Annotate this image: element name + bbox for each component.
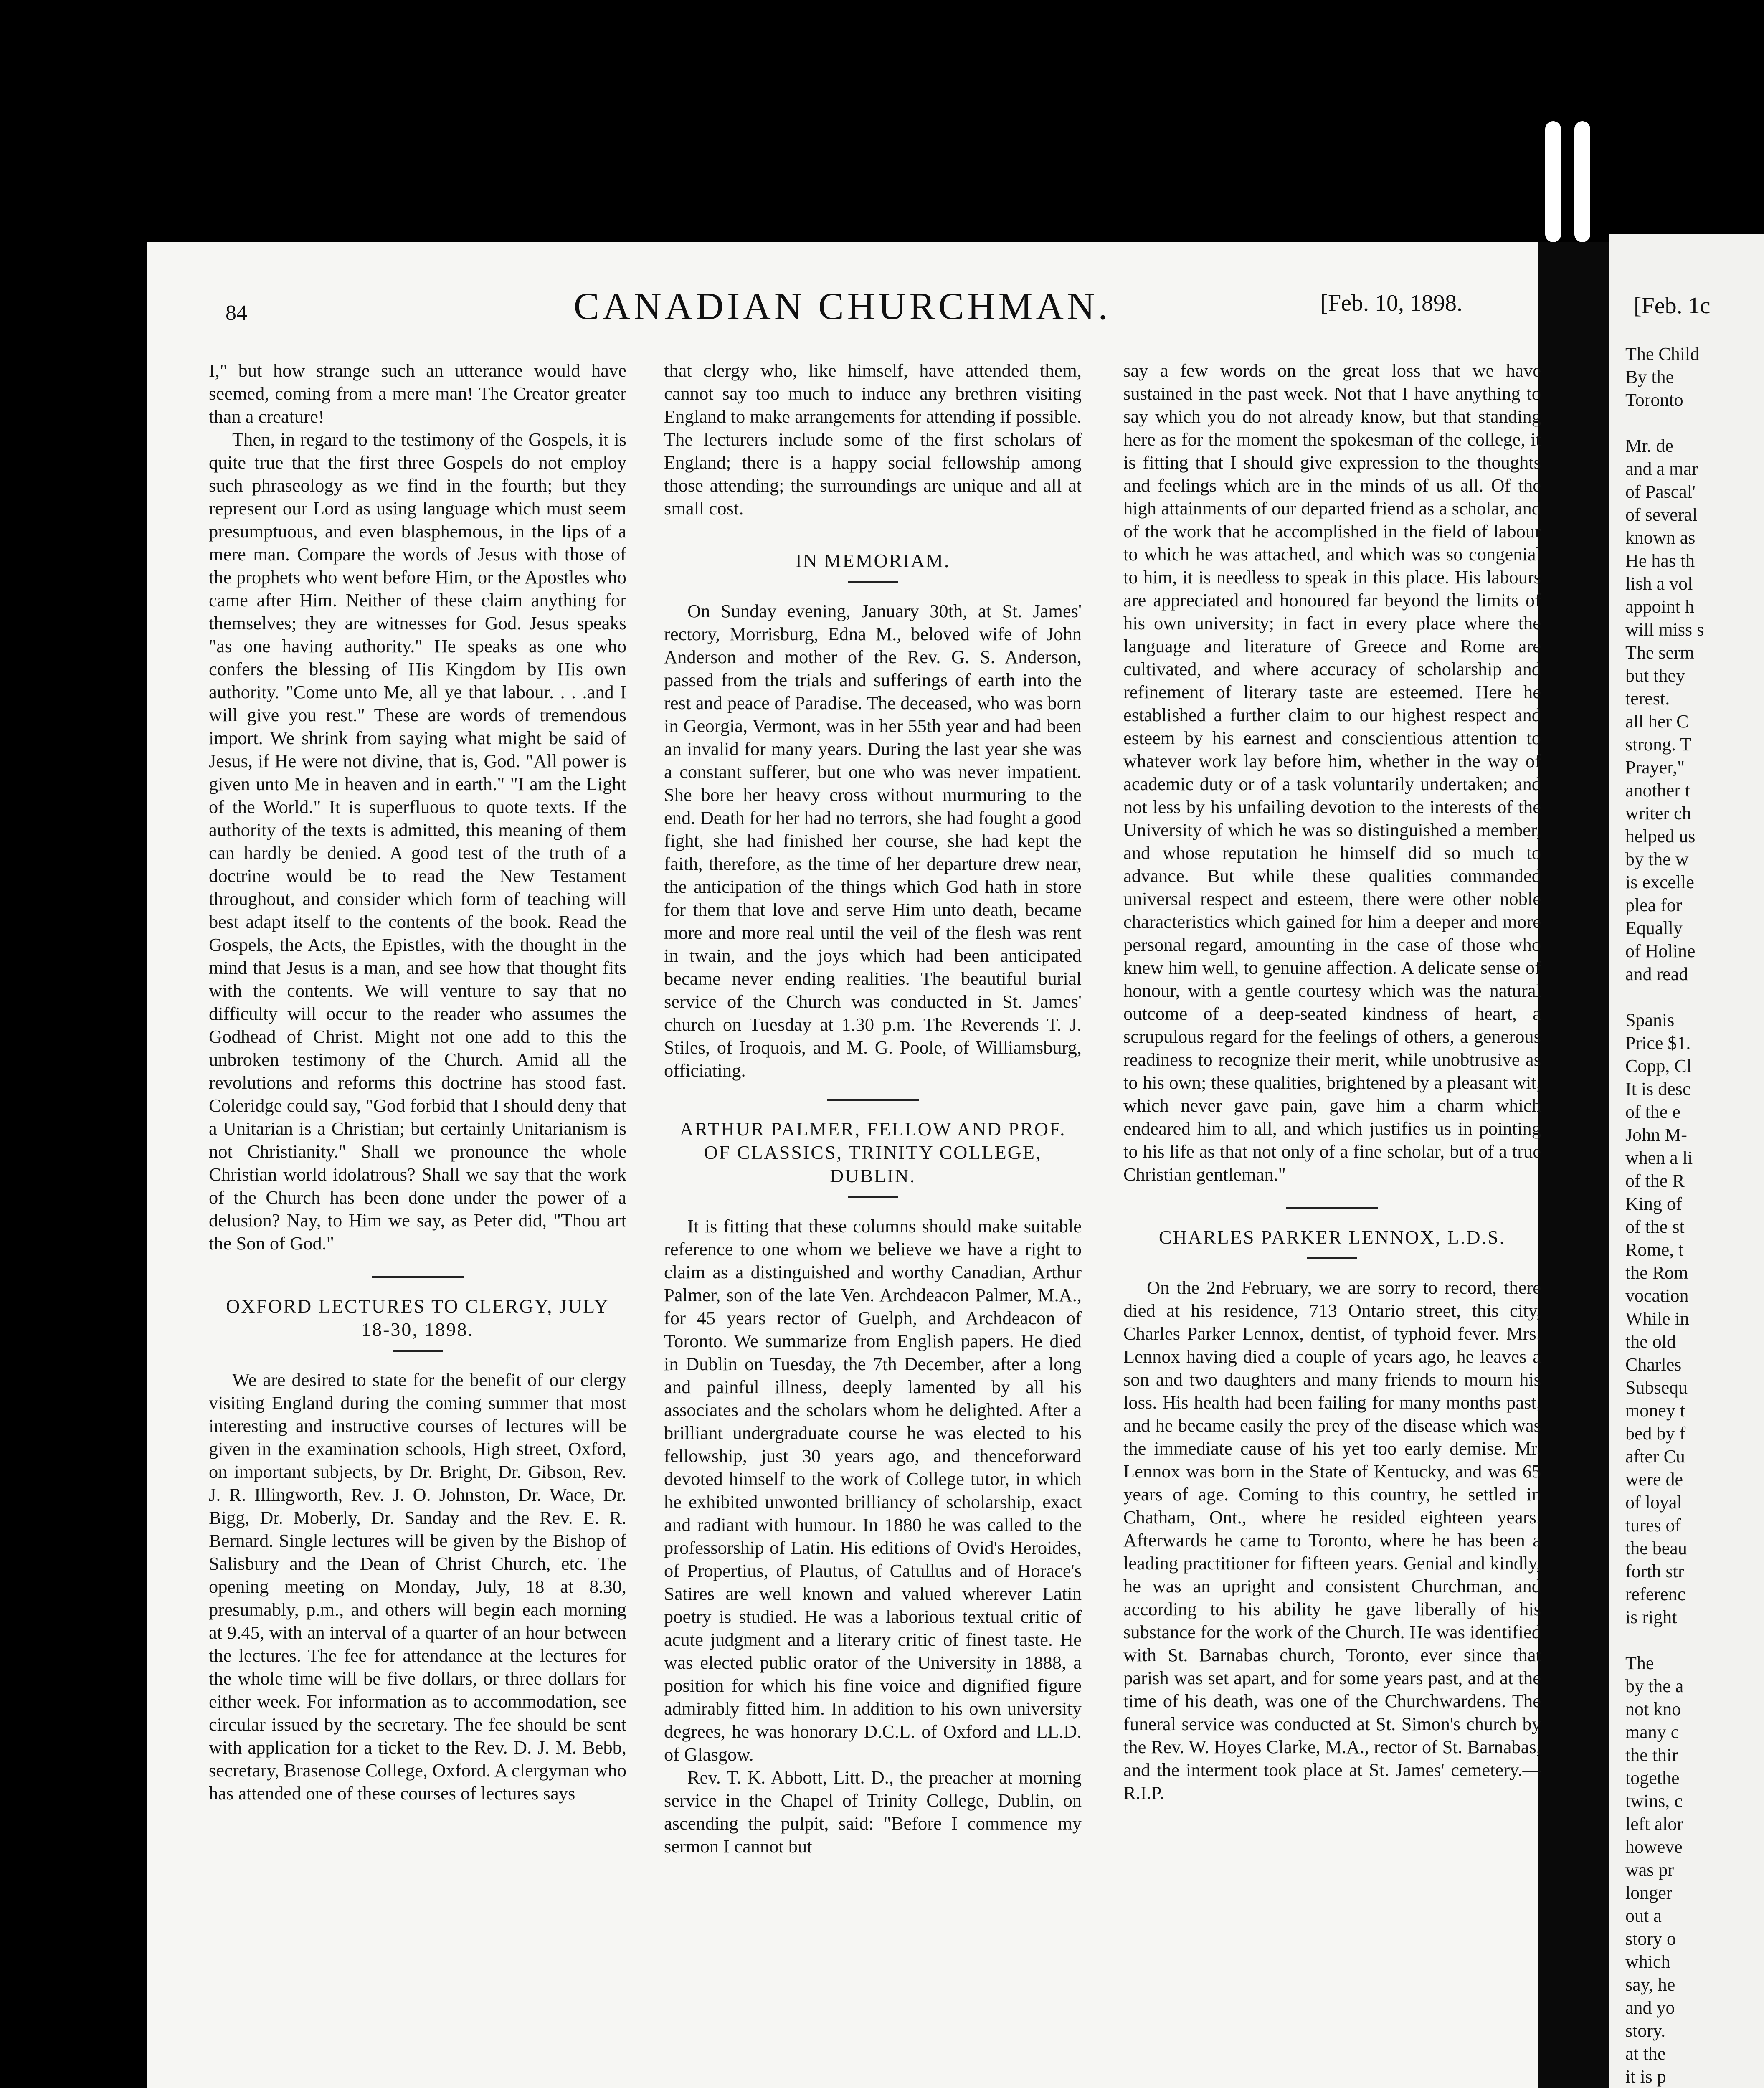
adjacent-page-line: when a li xyxy=(1625,1148,1693,1168)
adjacent-page-line: known as xyxy=(1625,527,1696,548)
adjacent-page-line: Rome, t xyxy=(1625,1239,1684,1260)
adjacent-page-line: all her C xyxy=(1625,711,1689,732)
adjacent-page-line: Mr. de xyxy=(1625,436,1673,456)
section-rule xyxy=(848,1196,898,1198)
section-heading: IN MEMORIAM. xyxy=(795,550,950,571)
adjacent-page-line: many c xyxy=(1625,1722,1679,1742)
adjacent-page-line: the old xyxy=(1625,1331,1676,1352)
adjacent-page-line: out a xyxy=(1625,1906,1662,1926)
adjacent-page-line: say, he xyxy=(1625,1974,1675,1995)
adjacent-page-line: the beau xyxy=(1625,1538,1687,1558)
adjacent-page-line: longer xyxy=(1625,1883,1673,1903)
adjacent-page-line: which xyxy=(1625,1951,1670,1972)
adjacent-page-line: While in xyxy=(1625,1308,1689,1329)
adjacent-page-line: It is desc xyxy=(1625,1079,1691,1099)
adjacent-page-line: of the st xyxy=(1625,1216,1685,1237)
page-gutter xyxy=(1538,242,1609,2088)
adjacent-page-line: terest. xyxy=(1625,688,1670,709)
section-rule xyxy=(1286,1207,1378,1209)
adjacent-page-line: togethe xyxy=(1625,1768,1680,1788)
adjacent-page-line: not kno xyxy=(1625,1699,1681,1719)
adjacent-page-line: the Rom xyxy=(1625,1262,1688,1283)
adjacent-page-line: By the xyxy=(1625,367,1674,387)
section-heading: OXFORD LECTURES TO CLERGY, JULY 18-30, 1898. xyxy=(226,1295,609,1340)
page-number: 84 xyxy=(226,301,247,325)
adjacent-page-line: Copp, Cl xyxy=(1625,1056,1692,1076)
paragraph: On the 2nd February, we are sorry to record, there died at his residence, 713 Ontario street, this city, Charles Parker Lennox, dentist, of typhoid fever. Mrs. Lennox having died a couple of years ago, he leaves a son and two daughters and many friends to mourn his loss. His health had been failing for many months past, and he became easily the prey of the disease which was the immediate cause of his yet too early demise. Mr. Lennox was born in the State of Kentucky, and was 65 years of age. Coming to this country, he settled in Chatham, Ont., where he resided eighteen years. Afterwards he came to Toronto, where he has been a leading practitioner for fifteen years. Genial and kindly, he was an upright and consistent Churchman, and according to his ability he gave liberally of his substance for the work of the Church. He was identified with St. Barnabas church, Toronto, ever since that parish was set apart, and for some years past, and at the time of his death, was one of the Churchwardens. The funeral service was conducted at St. Simon's church by the Rev. W. Hoyes Clarke, M.A., rector of St. Barnabas, and the interment took place at St. James' cemetery.—R.I.P. xyxy=(1123,1277,1541,1803)
masthead: CANADIAN CHURCHMAN. xyxy=(573,285,1111,327)
adjacent-page-line: appoint h xyxy=(1625,596,1694,617)
adjacent-page-line: of loyal xyxy=(1625,1492,1682,1513)
adjacent-page-line: He has th xyxy=(1625,550,1695,571)
column-2 xyxy=(664,359,1082,1858)
section-rule xyxy=(827,1099,919,1101)
adjacent-page-line: Price $1. xyxy=(1625,1033,1691,1053)
adjacent-page-line: left alor xyxy=(1625,1814,1683,1834)
adjacent-page-line: The serm xyxy=(1625,642,1694,663)
adjacent-page-line: Charles xyxy=(1625,1354,1682,1375)
adjacent-page-line: the thir xyxy=(1625,1745,1678,1765)
section-rule xyxy=(848,581,898,583)
adjacent-page-line: after Cu xyxy=(1625,1446,1685,1467)
adjacent-page-line: but they xyxy=(1625,665,1685,686)
paragraph: I," but how strange such an utterance would have seemed, coming from a mere man! The Creator greater than a creature! xyxy=(209,360,626,427)
section-rule xyxy=(393,1350,443,1352)
adjacent-page-line: forth str xyxy=(1625,1561,1684,1581)
adjacent-page-line: vocation xyxy=(1625,1285,1689,1306)
adjacent-page-line: it is p xyxy=(1625,2066,1666,2087)
adjacent-page-line: is right xyxy=(1625,1607,1677,1627)
adjacent-page-line: by the w xyxy=(1625,849,1689,869)
adjacent-page-line: helped us xyxy=(1625,826,1696,846)
adjacent-page-line: story. xyxy=(1625,2020,1666,2041)
adjacent-page-line: of the e xyxy=(1625,1102,1680,1122)
column-3 xyxy=(1123,359,1541,1804)
adjacent-page-line: referenc xyxy=(1625,1584,1686,1604)
adjacent-page-line: and a mar xyxy=(1625,459,1698,479)
issue-date: [Feb. 10, 1898. xyxy=(1320,290,1462,316)
paragraph: On Sunday evening, January 30th, at St. James' rectory, Morrisburg, Edna M., beloved wife of John Anderson and mother of the Rev. G. S. Anderson, passed from the trials and sufferings of earth into the rest and peace of Paradise. The deceased, who was born in Georgia, Vermont, was in her 55th year and had been an invalid for many years. During the last year she was a constant sufferer, but one who was never impatient. She bore her heavy cross without murmuring to the end. Death for her had no terrors, she had fought a good fight, she had finished her course, she had kept the faith, therefore, as the time of her departure drew near, the anticipation of the things which God hath in store for them that love and serve Him unto death, became more and more real until the veil of the flesh was rent in twain, and the joys which had been anticipated became never ending realities. The beautiful burial service of the Church was conducted in St. James' church on Tuesday at 1.30 p.m. The Reverends T. J. Stiles, of Iroquois, and M. G. Poole, of Williamsburg, officiating. xyxy=(664,601,1082,1081)
sprocket-hole xyxy=(1574,121,1590,242)
column-1 xyxy=(209,359,626,1805)
adjacent-page-line: of the R xyxy=(1625,1171,1685,1191)
adjacent-page-line: King of xyxy=(1625,1194,1682,1214)
adjacent-page-line: Subsequ xyxy=(1625,1377,1688,1398)
adjacent-page-line: bed by f xyxy=(1625,1423,1686,1444)
adjacent-page-line: plea for xyxy=(1625,895,1682,915)
page-header xyxy=(147,284,1538,334)
adjacent-page-line: writer ch xyxy=(1625,803,1691,824)
adjacent-page-line xyxy=(1625,986,1764,1009)
adjacent-page-line: was pr xyxy=(1625,1860,1674,1880)
paragraph: say a few words on the great loss that we have sustained in the past week. Not that I have anything to say which you do not already know, but that standing here as for the moment the spokesman of the college, it is fitting that I should give expression to the thoughts and feelings which are in the minds of us all. Of the high attainments of our departed friend as a scholar, and of the work that he accomplished in the field of labour to which he was attached, and which was so congenial to him, it is needless to speak in this place. His labours are appreciated and honoured far beyond the limits of his own university; in fact in every place where the language and literature of Greece and Rome are cultivated, and where accuracy of scholarship and refinement of literary taste are esteemed. Here he established a further claim to our highest respect and esteem by his earnest and conscientious attention to whatever work lay before him, whether in the way of academic duty or of a task voluntarily undertaken; and not less by his unfailing devotion to the interests of the University of which he was so distinguished a member, and whose reputation he himself did so much to advance. But while these qualities commanded universal respect and esteem, there were other noble characteristics which gained for him a deeper and more personal regard, amounting in the case of those who knew him well, to genuine affection. A delicate sense of honour, with a gentle courtesy which was the natural outcome of a deep-seated kindness of heart, a scrupulous regard for the feelings of others, a generous readiness to recognize their merit, while unobtrusive as to his own; these qualities, brightened by a pleasant wit, which never gave pain, gave him a charm which endeared him to all, and which justifies us in pointing to his life as that not only of a fine scholar, but of a true Christian gentleman." xyxy=(1123,360,1541,1185)
adjacent-page-line: of Holine xyxy=(1625,941,1696,961)
adjacent-page-line: and yo xyxy=(1625,1997,1675,2018)
section-heading: CHARLES PARKER LENNOX, L.D.S. xyxy=(1158,1226,1506,1248)
paragraph: It is fitting that these columns should make suitable reference to one whom we believe we have a right to claim as a distinguished and worthy Canadian, Arthur Palmer, son of the late Ven. Archdeacon Palmer, M.A., for 45 years rector of Guelph, and Archdeacon of Toronto. We summarize from English papers. He died in Dublin on Tuesday, the 7th December, after a long and painful illness, deeply lamented by all his associates and the scholars whom he delighted. After a brilliant undergraduate course he was elected to his fellowship, just 30 years ago, and thenceforward devoted himself to the work of College tutor, in which he exhibited unwonted brilliancy of scholarship, exact and radiant with humour. In 1880 he was called to the professorship of Latin. His editions of Ovid's Heroides, of Propertius, of Plautus, of Catullus and of Horace's Satires are well known and valued wherever Latin poetry is studied. He was a laborious textual critic of acute judgment and a literary critic of finest taste. He was elected public orator of the University in 1888, a position for which his fine voice and dignified figure admirably fitted him. In addition to his own university degrees, he was honorary D.C.L. of Oxford and LL.D. of Glasgow. xyxy=(664,1216,1082,1765)
adjacent-page-line: by the a xyxy=(1625,1676,1684,1696)
adjacent-page-line: will miss s xyxy=(1625,619,1704,640)
adjacent-page-line: another t xyxy=(1625,780,1690,801)
adjacent-page-line: twins, c xyxy=(1625,1791,1683,1811)
section-rule xyxy=(1307,1257,1357,1259)
adjacent-page-line: at the xyxy=(1625,2043,1666,2064)
film-top-margin xyxy=(0,0,1764,234)
paragraph: that clergy who, like himself, have attended them, cannot say too much to induce any brethren visiting England to make arrangements for attending if possible. The lecturers include some of the first scholars of England; there is a happy social fellowship among those attending; the surroundings are unique and all at small cost. xyxy=(664,360,1082,519)
adjacent-page-line: Equally xyxy=(1625,918,1683,938)
paragraph: Then, in regard to the testimony of the Gospels, it is quite true that the first three Gospels do not employ such phraseology as we find in the fourth; but they represent our Lord as using language which must seem presumptuous, and even blasphemous, in the lips of a mere man. Compare the words of Jesus with those of the prophets who went before Him, or the Apostles who came after Him. Neither of these claim anything for themselves; they are witnesses for God. Jesus speaks "as one having authority." He speaks as one who confers the blessing of His Kingdom by His own authority. "Come unto Me, all ye that labour. . . .and I will give you rest." These are words of tremendous import. We shrink from saying what might be said of Jesus, if He were not divine, that is, God. "All power is given unto Me in heaven and in earth." "I am the Light of the World." It is superfluous to quote texts. If the authority of the texts is admitted, this meaning of them can hardly be denied. A good test of the truth of a doctrine would be to read the New Testament throughout, and consider which form of teaching will best adapt itself to the contents of the book. Read the Gospels, the Acts, the Epistles, with the thought in the mind that Jesus is a man, and see how that thought fits with the contents. We will venture to say that no difficulty will occur to the reader who assumes the Godhead of Christ. Might not one add to this the unbroken testimony of the Church. Amid all the revolutions and reforms this doctrine has stood fast. Coleridge could say, "God forbid that I should deny that a Unitarian is a Christian; but certainly Unitarianism is not Christianity." Shall we pronounce the whole Christian world idolatrous? Shall we say that the work of the Church has been done under the power of a delusion? Nay, to Him we say, as Peter did, "Thou art the Son of God." xyxy=(209,429,626,1254)
section-rule xyxy=(372,1276,464,1278)
adjacent-page-line: money t xyxy=(1625,1400,1685,1421)
adjacent-page-line: Prayer," xyxy=(1625,757,1685,778)
adjacent-page-line: The Child xyxy=(1625,344,1700,364)
adjacent-page-text xyxy=(1625,342,1764,2088)
adjacent-page-line: story o xyxy=(1625,1928,1676,1949)
adjacent-page xyxy=(1609,234,1764,2088)
adjacent-page-line xyxy=(1625,411,1764,434)
adjacent-page-header: [Feb. 1c xyxy=(1634,293,1711,319)
sprocket-hole xyxy=(1545,121,1561,242)
adjacent-page-line: of Pascal' xyxy=(1625,481,1696,502)
adjacent-page-line: of several xyxy=(1625,504,1698,525)
adjacent-page-line: and read xyxy=(1625,964,1688,984)
section-heading: ARTHUR PALMER, FELLOW AND PROF. OF CLASSICS, TRINITY COLLEGE, DUBLIN. xyxy=(679,1118,1066,1186)
adjacent-page-line: Toronto xyxy=(1625,390,1683,410)
adjacent-page-line: Spanis xyxy=(1625,1010,1675,1030)
adjacent-page-line: strong. T xyxy=(1625,734,1692,755)
adjacent-page-line: howeve xyxy=(1625,1837,1683,1857)
paragraph: Rev. T. K. Abbott, Litt. D., the preacher at morning service in the Chapel of Trinity College, Dublin, on ascending the pulpit, said: "Before I commence my sermon I cannot but xyxy=(664,1767,1082,1857)
paragraph: We are desired to state for the benefit of our clergy visiting England during the coming summer that most interesting and instructive courses of lectures will be given in the examination schools, High street, Oxford, on important subjects, by Dr. Bright, Dr. Gibson, Rev. J. R. Illingworth, Rev. J. O. Johnston, Dr. Wace, Dr. Bigg, Dr. Moberly, Dr. Sanday and the Rev. E. R. Bernard. Single lectures will be given by the Bishop of Salisbury and the Dean of Christ Church, etc. The opening meeting on Monday, July, 18 at 8.30, presumably, p.m., and others will begin each morning at 9.45, with an interval of a quarter of an hour between the lectures. The fee for attendance at the lectures for the whole time will be five dollars, or three dollars for either week. For information as to accommodation, see circular issued by the secretary. The fee should be sent with application for a ticket to the Rev. D. J. M. Bebb, secretary, Brasenose College, Oxford. A clergyman who has attended one of these courses of lectures says xyxy=(209,1369,626,1804)
adjacent-page-line: The xyxy=(1625,1653,1654,1673)
adjacent-page-line: is excelle xyxy=(1625,872,1694,892)
adjacent-page-line: lish a vol xyxy=(1625,573,1693,594)
adjacent-page-line xyxy=(1625,1629,1764,1652)
adjacent-page-line: John M- xyxy=(1625,1125,1687,1145)
adjacent-page-line: tures of xyxy=(1625,1515,1681,1536)
adjacent-page-line: were de xyxy=(1625,1469,1683,1490)
